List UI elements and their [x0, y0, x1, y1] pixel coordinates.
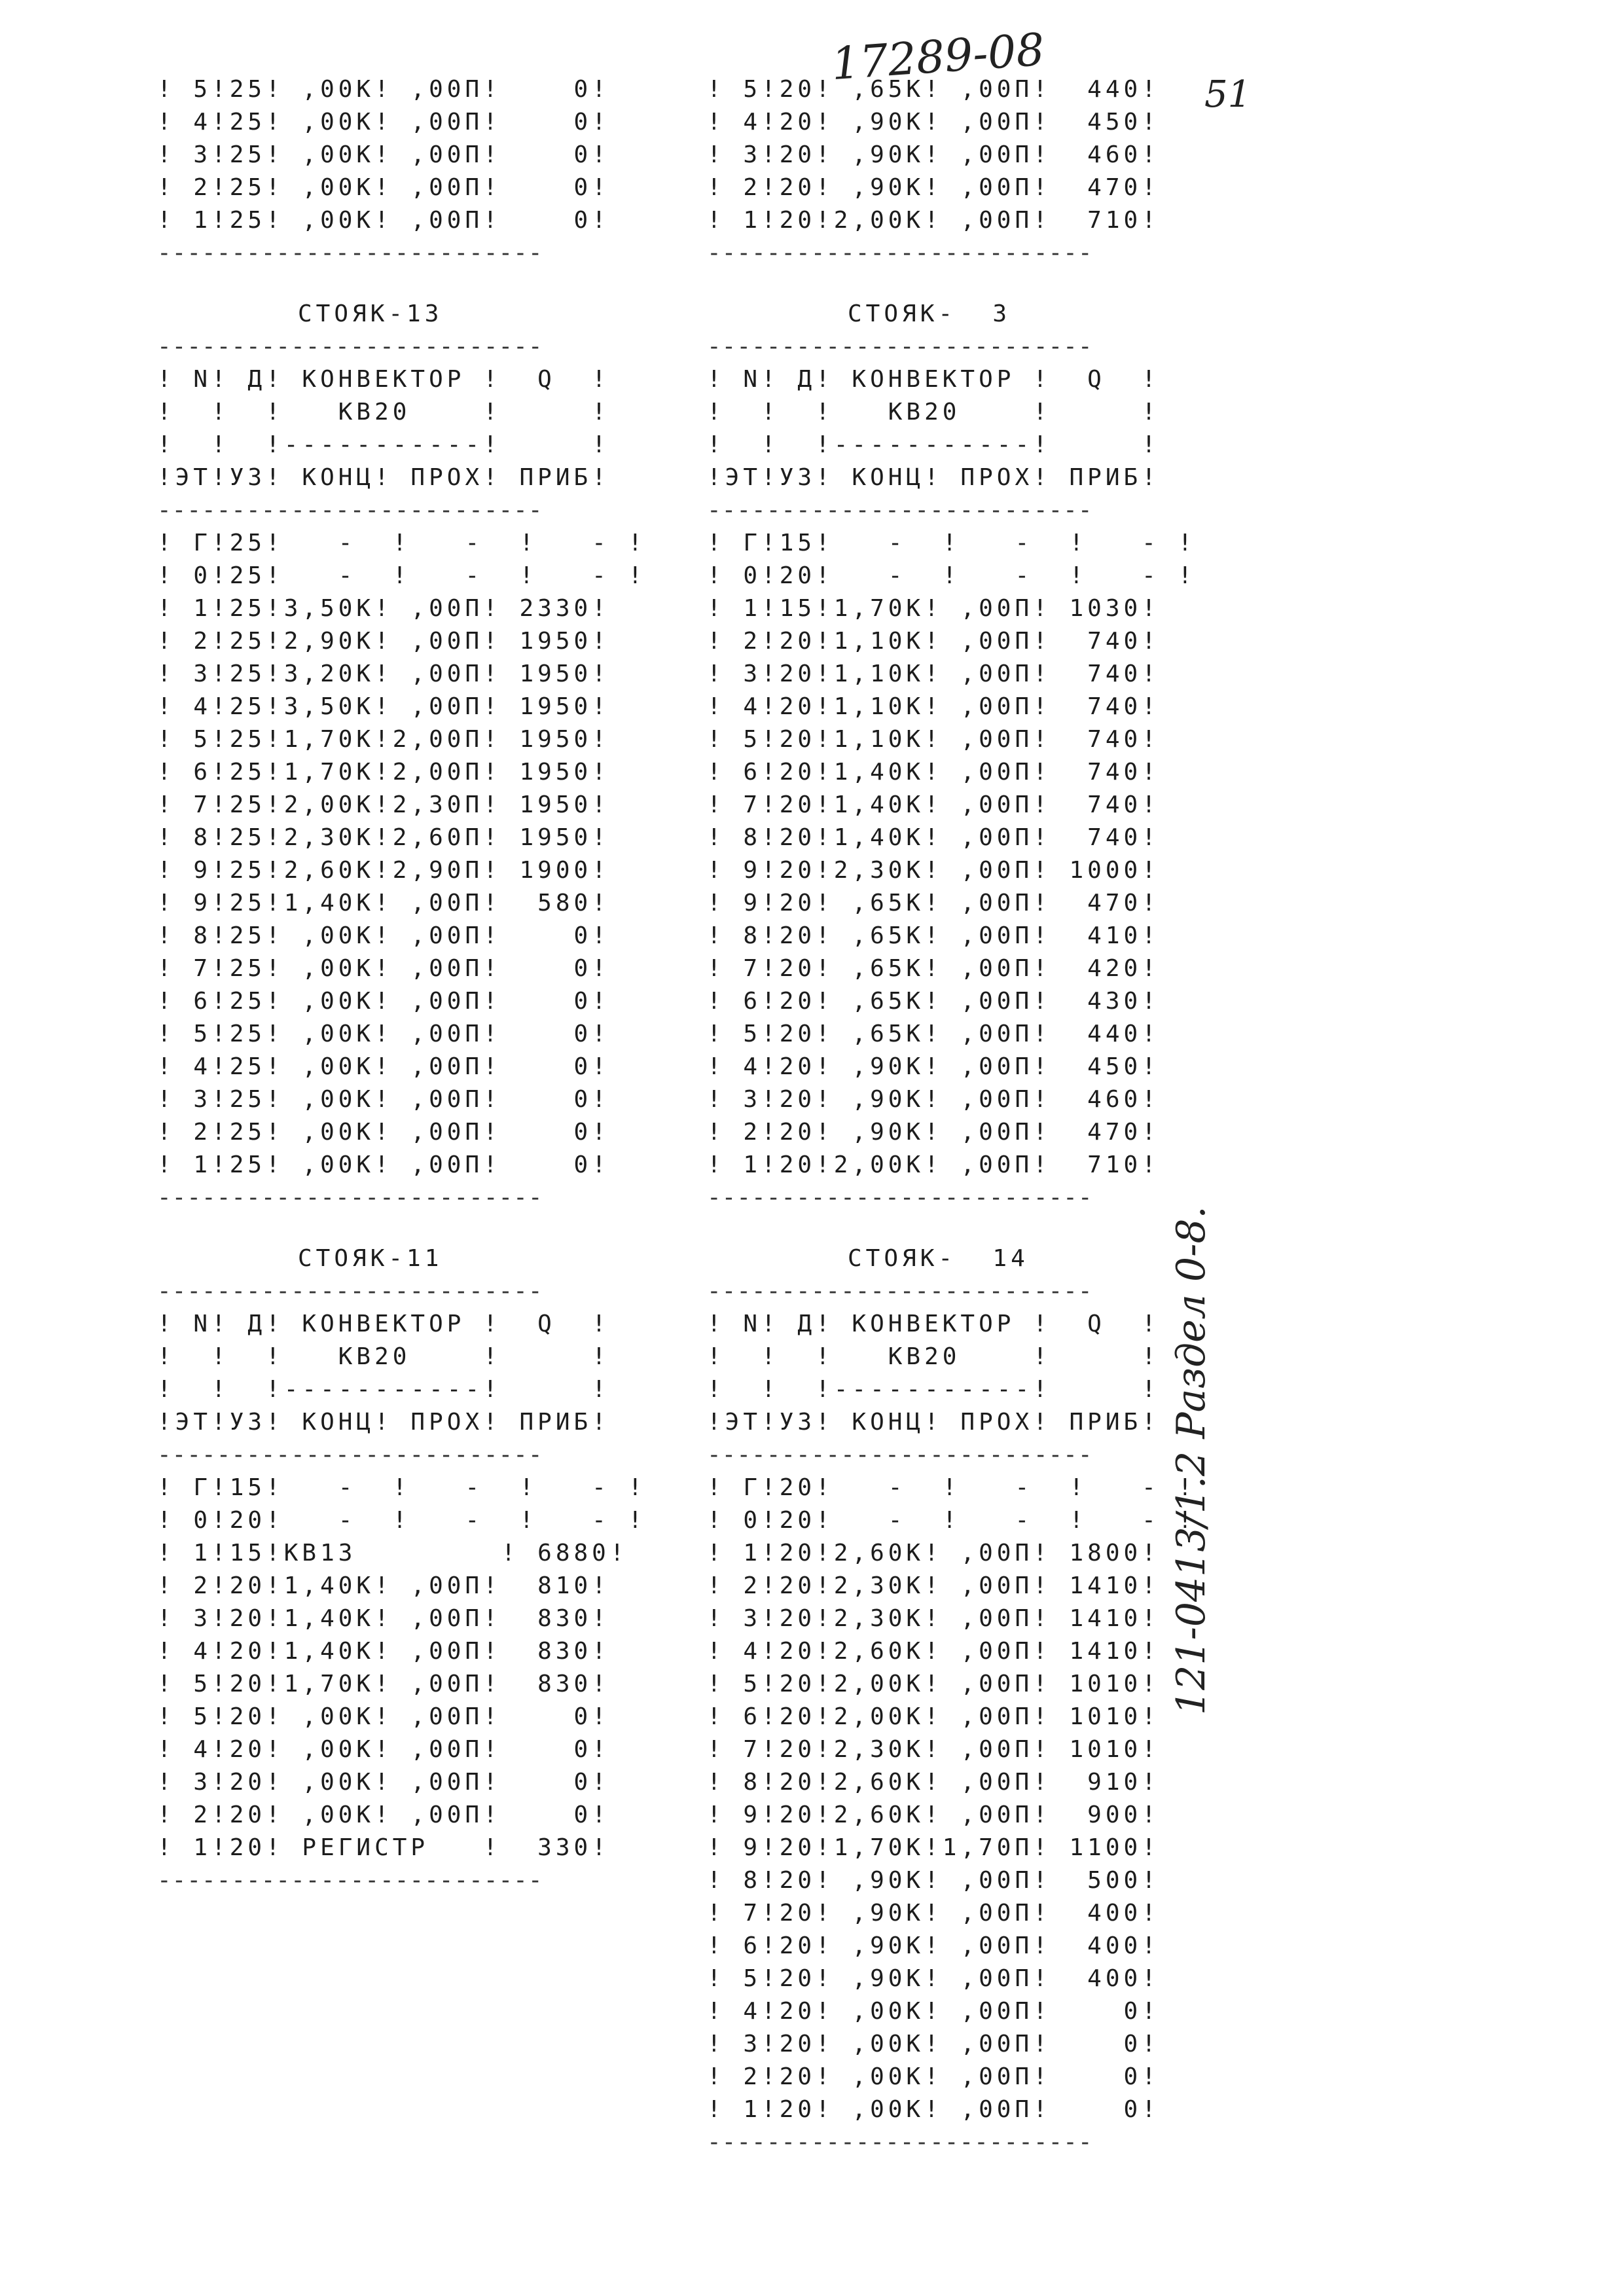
table-row: ! 6!20! ,65К! ,00П! 430! [707, 988, 1160, 1015]
table-row: ! 3!20! ,90К! ,00П! 460! [707, 1086, 1160, 1113]
table-row: ! 7!20! ,90К! ,00П! 400! [707, 1900, 1160, 1927]
table-row: ! 2!25! ,00К! ,00П! 0! [157, 174, 610, 201]
margin-note: 121-0413/1.2 Раздел 0-8. [1168, 1206, 1214, 1715]
table-rule: -------------------------- [157, 1278, 543, 1305]
table-row: ! 2!20! ,00К! ,00П! 0! [707, 2063, 1160, 2090]
table-row: ! 0!20! - ! - ! - ! [157, 1507, 647, 1534]
table-header-row: ! ! ! КВ20 ! ! [707, 399, 1160, 426]
table-row: ! 7!25! ,00К! ,00П! 0! [157, 955, 610, 982]
table-rule: -------------------------- [707, 497, 1093, 524]
table-row: ! 1!25!3,50К! ,00П! 2330! [157, 595, 610, 622]
table-row: ! 9!20! ,65К! ,00П! 470! [707, 890, 1160, 916]
table-header-row: ! ! !-----------! ! [157, 1376, 610, 1403]
document-number: 17289-08 [829, 24, 1047, 91]
table-title: СТОЯК-11 [298, 1245, 443, 1272]
table-rule: -------------------------- [157, 1867, 543, 1894]
stoyak-13-table [157, 298, 646, 1214]
table-rule: -------------------------- [157, 1441, 543, 1468]
table-row: ! 6!20!1,40К! ,00П! 740! [707, 759, 1160, 786]
table-row: ! 5!25!1,70К!2,00П! 1950! [157, 726, 610, 753]
top-left-table-continuation [157, 73, 610, 270]
table-row: ! 8!20! ,65К! ,00П! 410! [707, 922, 1160, 949]
table-row: ! 2!25! ,00К! ,00П! 0! [157, 1119, 610, 1146]
table-row: ! 9!25!1,40К! ,00П! 580! [157, 890, 610, 916]
table-row: ! 1!20!2,60К! ,00П! 1800! [707, 1540, 1160, 1567]
table-row: ! 6!20!2,00К! ,00П! 1010! [707, 1703, 1160, 1730]
table-row: ! 3!25! ,00К! ,00П! 0! [157, 141, 610, 168]
table-header-row: ! ! ! КВ20 ! ! [157, 1343, 610, 1370]
table-rule: -------------------------- [707, 1184, 1093, 1211]
table-row: ! 5!20!1,70К! ,00П! 830! [157, 1671, 610, 1697]
table-rule: -------------------------- [157, 497, 543, 524]
table-row: ! 1!15!КВ13 ! 6880! [157, 1540, 628, 1567]
table-row: ! 4!20! ,00К! ,00П! 0! [157, 1736, 610, 1763]
table-row: ! 0!25! - ! - ! - ! [157, 562, 647, 589]
table-rule: -------------------------- [707, 2129, 1093, 2156]
table-row: ! 1!20!2,00К! ,00П! 710! [707, 1151, 1160, 1178]
table-header-row: ! N! Д! КОНВЕКТОР ! Q ! [157, 366, 610, 393]
table-row: ! 8!25! ,00К! ,00П! 0! [157, 922, 610, 949]
table-row: ! 3!20! ,00К! ,00П! 0! [707, 2031, 1160, 2057]
table-row: ! Г!20! - ! - ! - ! [707, 1474, 1197, 1501]
table-row: ! 9!20!2,60К! ,00П! 900! [707, 1802, 1160, 1828]
table-rule: -------------------------- [157, 1184, 543, 1211]
table-row: ! 6!25!1,70К!2,00П! 1950! [157, 759, 610, 786]
table-rule: -------------------------- [707, 1441, 1093, 1468]
table-row: ! 3!20!2,30К! ,00П! 1410! [707, 1605, 1160, 1632]
table-header-row: !ЭТ!УЗ! КОНЦ! ПРОХ! ПРИБ! [707, 464, 1160, 491]
table-row: ! 6!25! ,00К! ,00П! 0! [157, 988, 610, 1015]
table-header-row: !ЭТ!УЗ! КОНЦ! ПРОХ! ПРИБ! [707, 1409, 1160, 1436]
table-row: ! 2!20!1,10К! ,00П! 740! [707, 628, 1160, 655]
table-header-row: !ЭТ!УЗ! КОНЦ! ПРОХ! ПРИБ! [157, 464, 610, 491]
table-header-row: !ЭТ!УЗ! КОНЦ! ПРОХ! ПРИБ! [157, 1409, 610, 1436]
table-row: ! 1!20!2,00К! ,00П! 710! [707, 207, 1160, 234]
table-row: ! 4!25! ,00К! ,00П! 0! [157, 109, 610, 136]
stoyak-11-table [157, 1242, 646, 1897]
table-rule: -------------------------- [707, 240, 1093, 266]
table-title: СТОЯК- 3 [848, 300, 1011, 327]
stoyak-14-table [707, 1242, 1196, 2159]
table-row: ! 7!20! ,65К! ,00П! 420! [707, 955, 1160, 982]
table-title: СТОЯК- 14 [848, 1245, 1029, 1272]
table-row: ! 0!20! - ! - ! - ! [707, 562, 1197, 589]
table-row: ! 8!25!2,30К!2,60П! 1950! [157, 824, 610, 851]
table-row: ! 2!20!1,40К! ,00П! 810! [157, 1572, 610, 1599]
table-row: ! 5!25! ,00К! ,00П! 0! [157, 76, 610, 103]
table-row: ! 4!20!1,40К! ,00П! 830! [157, 1638, 610, 1665]
table-row: ! 3!20!1,10К! ,00П! 740! [707, 661, 1160, 687]
table-row: ! 2!25!2,90К! ,00П! 1950! [157, 628, 610, 655]
table-row: ! 2!20!2,30К! ,00П! 1410! [707, 1572, 1160, 1599]
table-row: ! Г!15! - ! - ! - ! [157, 1474, 647, 1501]
table-header-row: ! ! !-----------! ! [707, 1376, 1160, 1403]
table-row: ! 3!25! ,00К! ,00П! 0! [157, 1086, 610, 1113]
table-row: ! 5!20! ,65К! ,00П! 440! [707, 76, 1160, 103]
table-row: ! 1!20! ,00К! ,00П! 0! [707, 2096, 1160, 2123]
table-row: ! 1!15!1,70К! ,00П! 1030! [707, 595, 1160, 622]
table-row: ! 4!25! ,00К! ,00П! 0! [157, 1053, 610, 1080]
table-header-row: ! ! ! КВ20 ! ! [157, 399, 610, 426]
table-row: ! 3!20! ,00К! ,00П! 0! [157, 1769, 610, 1796]
stoyak-3-table [707, 298, 1196, 1214]
table-row: ! 3!20!1,40К! ,00П! 830! [157, 1605, 610, 1632]
table-row: ! 5!20! ,90К! ,00П! 400! [707, 1965, 1160, 1992]
table-row: ! 7!25!2,00К!2,30П! 1950! [157, 791, 610, 818]
table-row: ! 5!25! ,00К! ,00П! 0! [157, 1021, 610, 1047]
table-row: ! 2!20! ,00К! ,00П! 0! [157, 1802, 610, 1828]
table-rule: -------------------------- [707, 333, 1093, 360]
table-header-row: ! N! Д! КОНВЕКТОР ! Q ! [157, 1311, 610, 1337]
table-row: ! 9!20!1,70К!1,70П! 1100! [707, 1834, 1160, 1861]
table-row: ! Г!25! - ! - ! - ! [157, 530, 647, 556]
table-header-row: ! ! ! КВ20 ! ! [707, 1343, 1160, 1370]
table-row: ! 1!25! ,00К! ,00П! 0! [157, 207, 610, 234]
table-title: СТОЯК-13 [298, 300, 443, 327]
table-row: ! 2!20! ,90К! ,00П! 470! [707, 1119, 1160, 1146]
table-row: ! 6!20! ,90К! ,00П! 400! [707, 1932, 1160, 1959]
table-rule: -------------------------- [157, 333, 543, 360]
table-row: ! 3!20! ,90К! ,00П! 460! [707, 141, 1160, 168]
table-row: ! 4!25!3,50К! ,00П! 1950! [157, 693, 610, 720]
table-row: ! 4!20! ,90К! ,00П! 450! [707, 1053, 1160, 1080]
table-row: ! 5!20! ,65К! ,00П! 440! [707, 1021, 1160, 1047]
table-row: ! 5!20! ,00К! ,00П! 0! [157, 1703, 610, 1730]
table-row: ! 0!20! - ! - ! - ! [707, 1507, 1197, 1534]
table-header-row: ! ! !-----------! ! [707, 431, 1160, 458]
table-row: ! Г!15! - ! - ! - ! [707, 530, 1197, 556]
table-row: ! 1!25! ,00К! ,00П! 0! [157, 1151, 610, 1178]
table-row: ! 9!25!2,60К!2,90П! 1900! [157, 857, 610, 884]
table-row: ! 8!20! ,90К! ,00П! 500! [707, 1867, 1160, 1894]
table-row: ! 8!20!2,60К! ,00П! 910! [707, 1769, 1160, 1796]
table-header-row: ! N! Д! КОНВЕКТОР ! Q ! [707, 366, 1160, 393]
table-row: ! 5!20!1,10К! ,00П! 740! [707, 726, 1160, 753]
table-row: ! 5!20!2,00К! ,00П! 1010! [707, 1671, 1160, 1697]
table-rule: -------------------------- [157, 240, 543, 266]
page-number: 51 [1204, 73, 1252, 116]
table-row: ! 3!25!3,20К! ,00П! 1950! [157, 661, 610, 687]
table-row: ! 4!20! ,90К! ,00П! 450! [707, 109, 1160, 136]
table-row: ! 4!20!2,60К! ,00П! 1410! [707, 1638, 1160, 1665]
table-row: ! 4!20! ,00К! ,00П! 0! [707, 1998, 1160, 2025]
table-row: ! 9!20!2,30К! ,00П! 1000! [707, 857, 1160, 884]
table-row: ! 7!20!2,30К! ,00П! 1010! [707, 1736, 1160, 1763]
table-row: ! 4!20!1,10К! ,00П! 740! [707, 693, 1160, 720]
table-row: ! 8!20!1,40К! ,00П! 740! [707, 824, 1160, 851]
table-row: ! 1!20! РЕГИСТР ! 330! [157, 1834, 610, 1861]
table-header-row: ! N! Д! КОНВЕКТОР ! Q ! [707, 1311, 1160, 1337]
table-header-row: ! ! !-----------! ! [157, 431, 610, 458]
table-row: ! 2!20! ,90К! ,00П! 470! [707, 174, 1160, 201]
table-row: ! 7!20!1,40К! ,00П! 740! [707, 791, 1160, 818]
top-right-table-continuation [707, 73, 1160, 270]
table-rule: -------------------------- [707, 1278, 1093, 1305]
